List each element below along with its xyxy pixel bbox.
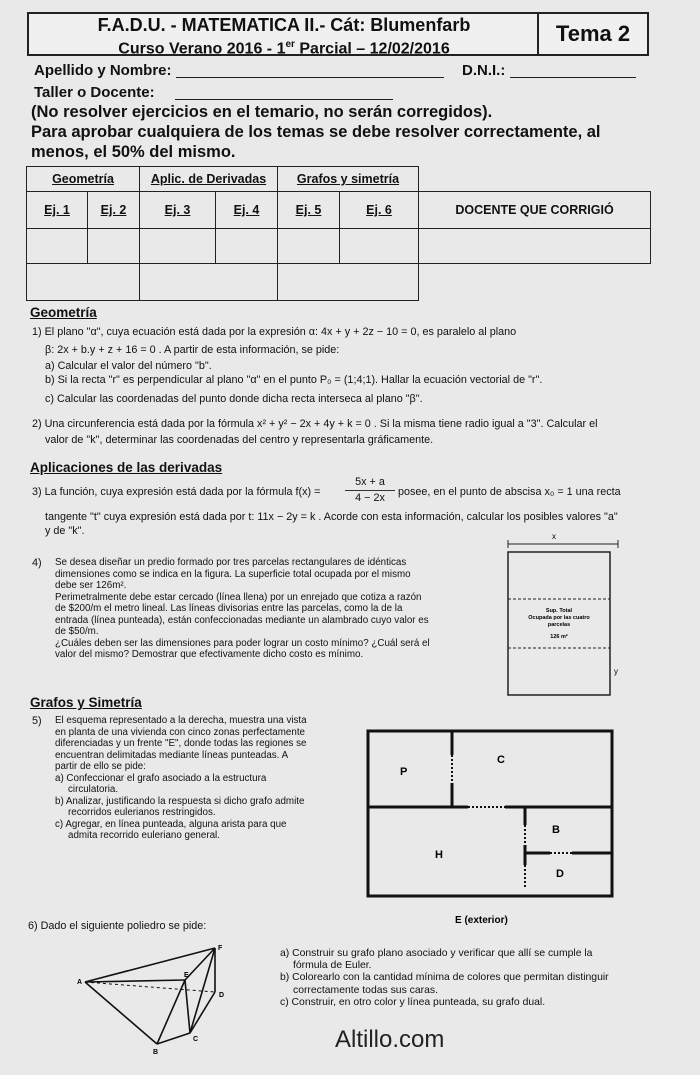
ex4-line: Se desea diseñar un predio formado por tres parcelas rectangulares de idénticas <box>55 557 407 568</box>
ex6-item: correctamente todas sus caras. <box>293 984 438 996</box>
fig-label: parcelas <box>547 622 571 628</box>
fig-label: Ocupada por las cuatro <box>528 615 590 621</box>
header-exam-b: Parcial – 12/02/2016 <box>294 40 450 58</box>
ex2-statement: 2) Una circunferencia está dada por la fórmula x² + y² − 2x + 4y + k = 0 . Si la misma tiene radio igual a "3". Calcular el <box>32 418 598 430</box>
ex5-item: admita recorrido euleriano general. <box>68 830 220 841</box>
room-label: B <box>552 824 560 836</box>
header-box <box>27 12 649 56</box>
ex4-number: 4) <box>32 557 42 569</box>
ex4-line: de $200/m el metro lineal. Las líneas divisorias entre las parcelas, como la de la <box>55 603 403 614</box>
ex3-denominator: 4 − 2x <box>355 492 385 504</box>
ex-2: Ej. 2 <box>88 192 140 229</box>
ex6-items <box>280 948 660 1009</box>
score-cell[interactable] <box>27 229 88 264</box>
vertex-label: A <box>77 979 83 986</box>
score-cell[interactable] <box>340 229 419 264</box>
header-exam <box>29 35 539 58</box>
ex4-line: entrada (línea punteada), están confeccionadas mediante un alambrado cuyo valor es <box>55 614 429 626</box>
header-title <box>29 14 539 58</box>
edge <box>85 980 185 982</box>
vertex-label: D <box>219 992 225 999</box>
plot-figure <box>500 530 630 700</box>
taller-field[interactable] <box>175 84 393 100</box>
vertex-label: F <box>218 945 223 952</box>
ex4-line: valor del mismo? Demostrar que efectivamente dicho costo es mínimo. <box>55 649 364 660</box>
fig-label: Sup. Total <box>545 608 573 614</box>
header-exam-a: Curso Verano 2016 - 1 <box>118 40 286 58</box>
ex6-item: fórmula de Euler. <box>293 960 372 972</box>
ex4-line: debe ser 126m². <box>55 580 127 591</box>
ex3-statement-4: y de "k". <box>45 525 85 537</box>
score-cell[interactable] <box>140 229 216 264</box>
edge <box>157 980 185 1044</box>
section-grafos-title: Grafos y Simetría <box>30 695 142 710</box>
room-label: C <box>497 754 505 766</box>
fig-label: 126 m² <box>550 634 568 640</box>
name-label: Apellido y Nombre: <box>34 62 172 79</box>
ex5-number: 5) <box>32 715 42 727</box>
instruction-1: (No resolver ejercicios en el temario, no serán corregidos). <box>31 103 493 121</box>
dim-x-label: x <box>552 532 556 541</box>
group-score-cell[interactable] <box>140 264 278 301</box>
edge <box>85 948 215 982</box>
vertex-label: E <box>184 972 189 979</box>
group-derivadas: Aplic. de Derivadas <box>140 167 278 192</box>
ex1-statement: 1) El plano "α", cuya ecuación está dada por la expresión α: 4x + y + 2z − 10 = 0, es paralelo al plano <box>32 326 517 338</box>
house-outline <box>368 731 612 896</box>
ex5-line: diferenciadas y un frente "E", donde todas las regiones se <box>55 738 307 749</box>
section-geometria-title: Geometría <box>30 305 97 320</box>
vertex-label: C <box>193 1036 199 1043</box>
score-cell[interactable] <box>278 229 340 264</box>
floor-plan <box>360 725 620 935</box>
ex4-line: dimensiones como se indica en la figura. La superficie total ocupada por el mismo <box>55 568 411 580</box>
ex5-item: c) Agregar, en línea punteada, alguna arista para que <box>55 818 287 830</box>
group-score-cell[interactable] <box>27 264 140 301</box>
room-label: P <box>400 766 408 778</box>
header-course: F.A.D.U. - MATEMATICA II.- Cát: Blumenfarb <box>97 15 471 35</box>
ex2-statement-2: valor de "k", determinar las coordenadas del centro y representarla gráficamente. <box>45 434 434 446</box>
edge-hidden <box>85 982 215 992</box>
docente-cell[interactable] <box>419 229 651 264</box>
dni-field[interactable] <box>510 62 636 78</box>
ex3-statement-3: tangente "t" cuya expresión está dada por t: 11x − 2y = k . Acorde con esta información, calcular los posibles valores "a" <box>45 511 618 523</box>
room-label: D <box>556 868 564 880</box>
ex6-statement: 6) Dado el siguiente poliedro se pide: <box>28 920 207 932</box>
ex3-numerator: 5x + a <box>345 476 395 491</box>
edge <box>85 982 157 1044</box>
ex5-item: recorridos eulerianos restringidos. <box>68 807 216 818</box>
ex-3: Ej. 3 <box>140 192 216 229</box>
group-geometria: Geometría <box>27 167 140 192</box>
group-grafos: Grafos y simetría <box>278 167 419 192</box>
score-cell[interactable] <box>216 229 278 264</box>
room-label: H <box>435 849 443 861</box>
ex1-item-b: b) Si la recta "r" es perpendicular al plano "α" en el punto P₀ = (1;4;1). Hallar la ecuación vectorial de "r". <box>45 374 543 386</box>
ex-1: Ej. 1 <box>27 192 88 229</box>
ex5-line: El esquema representado a la derecha, muestra una vista <box>55 715 307 726</box>
taller-label: Taller o Docente: <box>34 84 155 101</box>
ex6-item: a) Construir su grafo plano asociado y verificar que allí se cumple la <box>280 948 593 959</box>
edge <box>185 980 190 1033</box>
ex5-line: partir de ello se pide: <box>55 761 146 772</box>
ex5-text <box>55 715 355 842</box>
ex3-statement: 3) La función, cuya expresión está dada por la fórmula f(x) = <box>32 486 321 498</box>
ex5-line: en planta de una vivienda con cinco zonas perfectamente <box>55 726 305 738</box>
ex-6: Ej. 6 <box>340 192 419 229</box>
section-derivadas-title: Aplicaciones de las derivadas <box>30 460 223 475</box>
grades-table <box>26 166 651 301</box>
ex4-line: de $50/m. <box>55 626 99 637</box>
polyhedron-figure <box>75 940 245 1060</box>
edge <box>190 992 215 1033</box>
ex4-text <box>55 557 480 661</box>
watermark: Altillo.com <box>335 1026 445 1053</box>
header-exam-sup: er <box>285 39 295 50</box>
ex-4: Ej. 4 <box>216 192 278 229</box>
vertex-label: B <box>153 1049 159 1056</box>
ex1-statement-2: β: 2x + b.y + z + 16 = 0 . A partir de esta información, se pide: <box>45 344 340 356</box>
ex1-item-c: c) Calcular las coordenadas del punto donde dicha recta interseca al plano "β". <box>45 393 423 405</box>
dim-y-label: y <box>614 667 618 676</box>
exterior-label: E (exterior) <box>455 915 508 926</box>
ex5-item: a) Confeccionar el grafo asociado a la estructura <box>55 772 267 784</box>
ex-5: Ej. 5 <box>278 192 340 229</box>
ex4-line: ¿Cuáles deben ser las dimensiones para poder lograr un costo mínimo? ¿Cuál será el <box>55 637 430 649</box>
name-field[interactable] <box>176 62 444 78</box>
ex5-item: circulatoria. <box>68 784 119 795</box>
instruction-2: Para aprobar cualquiera de los temas se debe resolver correctamente, al <box>31 123 601 141</box>
ex6-item: c) Construir, en otro color y línea punteada, su grafo dual. <box>280 996 546 1008</box>
ex1-item-a: a) Calcular el valor del número "b". <box>45 360 212 372</box>
docente-header: DOCENTE QUE CORRIGIÓ <box>419 192 651 229</box>
ex3-statement-2: posee, en el punto de abscisa x₀ = 1 una recta <box>398 486 621 498</box>
ex6-item: b) Colorearlo con la cantidad mínima de colores que permitan distinguir <box>280 972 609 984</box>
group-score-cell[interactable] <box>278 264 419 301</box>
instruction-3: menos, el 50% del mismo. <box>31 143 236 161</box>
ex5-item: b) Analizar, justificando la respuesta si dicho grafo admite <box>55 795 305 807</box>
tema-label: Tema 2 <box>537 14 647 54</box>
dni-label: D.N.I.: <box>462 62 506 79</box>
ex5-line: encuentran delimitadas mediante líneas punteadas. A <box>55 749 289 761</box>
ex4-line: Perimetralmente debe estar cercado (línea llena) por un enrejado que cotiza a razón <box>55 591 422 603</box>
score-cell[interactable] <box>88 229 140 264</box>
